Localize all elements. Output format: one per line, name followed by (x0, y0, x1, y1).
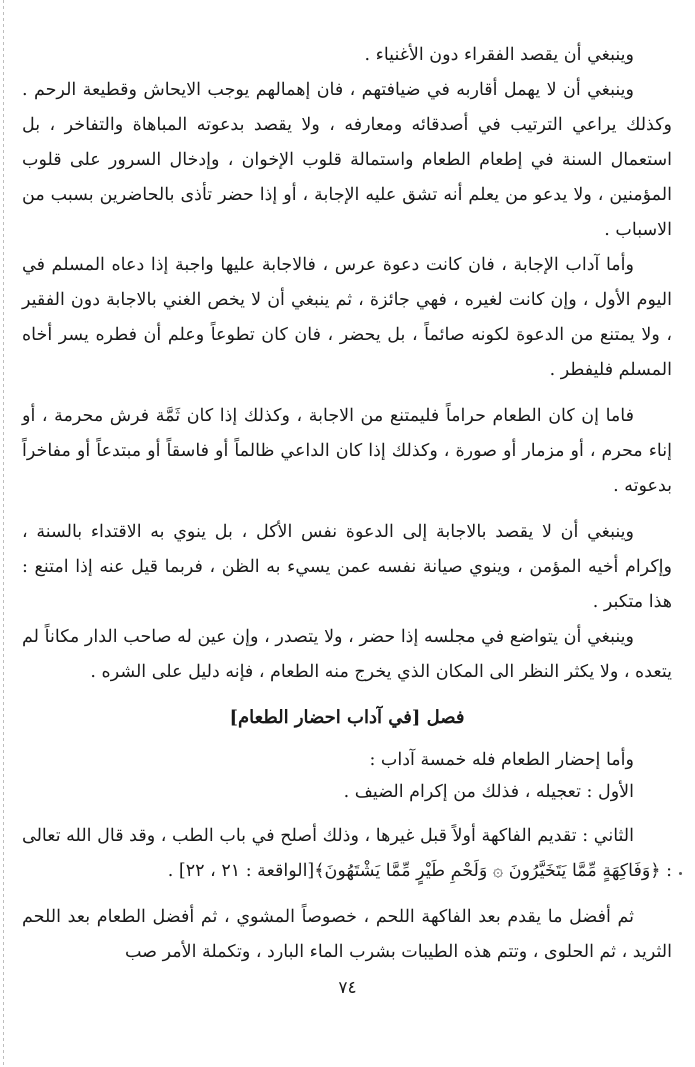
paragraph-intention: وينبغي أن لا يقصد بالاجابة إلى الدعوة نفس الأكل ، بل ينوي به الاقتداء بالسنة ، وإكرام أخيه المؤمن ، وينوي صيانة نفسه عمن يسيء به الظن ، فربما قيل عنه إذا امتنع : هذا متكبر . (22, 522, 672, 612)
paragraph-relatives: وينبغي أن لا يهمل أقاربه في ضيافتهم ، فان إهمالهم يوجب الايحاش وقطيعة الرحم . وكذلك يراعي الترتيب في أصدقائه ومعارفه ، ولا يقصد بدعوته المباهاة والتفاخر ، بل استعمال السنة في إطعام الطعام واستمالة قلوب الإخوان ، وإدخال السرور على قلوب المؤمنين ، ولا يدعو من يعلم أنه تشق عليه الإجابة ، أو إذا حضر تأذى بالحاضرين بسبب من الاسباب . (22, 80, 672, 240)
paragraph-answer-etiquette: وأما آداب الإجابة ، فان كانت دعوة عرس ، فالاجابة عليها واجبة إذا دعاه المسلم في اليوم الأول ، وإن كانت لغيره ، فهي جائزة ، ثم ينبغي أن لا يخص الغني بالاجابة دون الفقير ، ولا يمتنع من الدعوة لكونه صائماً ، بل يحضر ، فان كان تطوعاً وعلم أن فطره يسر أخاه المسلم فليفطر . (22, 255, 672, 380)
paragraph-gap (22, 388, 672, 399)
paragraph-fruit: الثاني : تقديم الفاكهة أولاً قبل غيرها ، وذلك أصلح في باب الطب ، وقد قال الله تعالى : ﴿وَفَاكِهَةٍ مِّمَّا يَتَخَيَّرُونَ ۞ وَلَحْمِ طَيْرٍ مِّمَّا يَشْتَهُونَ﴾[الواقعة : ٢١ ، ٢٢] . (22, 826, 672, 881)
section-heading: فصل [في آداب احضار الطعام] (229, 707, 465, 728)
paragraph-gap (22, 504, 672, 515)
intro-line: الأول : تعجيله ، فذلك من إكرام الضيف . (343, 782, 634, 802)
paragraph-humility: وينبغي أن يتواضع في مجلسه إذا حضر ، ولا يتصدر ، وإن عين له صاحب الدار مكاناً لم يتعده ، ولا يكثر النظر الى المكان الذي يخرج منه الطعام ، فإنه دليل على الشره . (22, 627, 672, 682)
paragraph-rich-poor: وينبغي أن يقصد الفقراء دون الأغنياء . (364, 45, 634, 65)
paragraph-forbidden: فاما إن كان الطعام حراماً فليمتنع من الاجابة ، وكذلك إذا كان ثَمَّة فرش محرمة ، أو إناء محرم ، أو مزمار أو صورة ، وكذلك إذا كان الداعي ظالماً أو فاسقاً أو مبتدعاً أو مفاخراً بدعوته . (22, 406, 672, 496)
paragraph-gap (22, 808, 672, 819)
page-body (22, 38, 672, 970)
page-edge-rule (3, 0, 4, 1067)
paragraph-meat: ثم أفضل ما يقدم بعد الفاكهة اللحم ، خصوصاً المشوي ، ثم أفضل الطعام بعد اللحم الثريد ، ثم الحلوى ، وتتم هذه الطيبات بشرب الماء البارد ، وتكملة الأمر صب (22, 907, 672, 962)
page-number: ٧٤ (338, 978, 357, 998)
intro-line: وأما إحضار الطعام فله خمسة آداب : (369, 750, 634, 770)
paragraph-gap (22, 889, 672, 900)
scan-speck (679, 872, 682, 875)
